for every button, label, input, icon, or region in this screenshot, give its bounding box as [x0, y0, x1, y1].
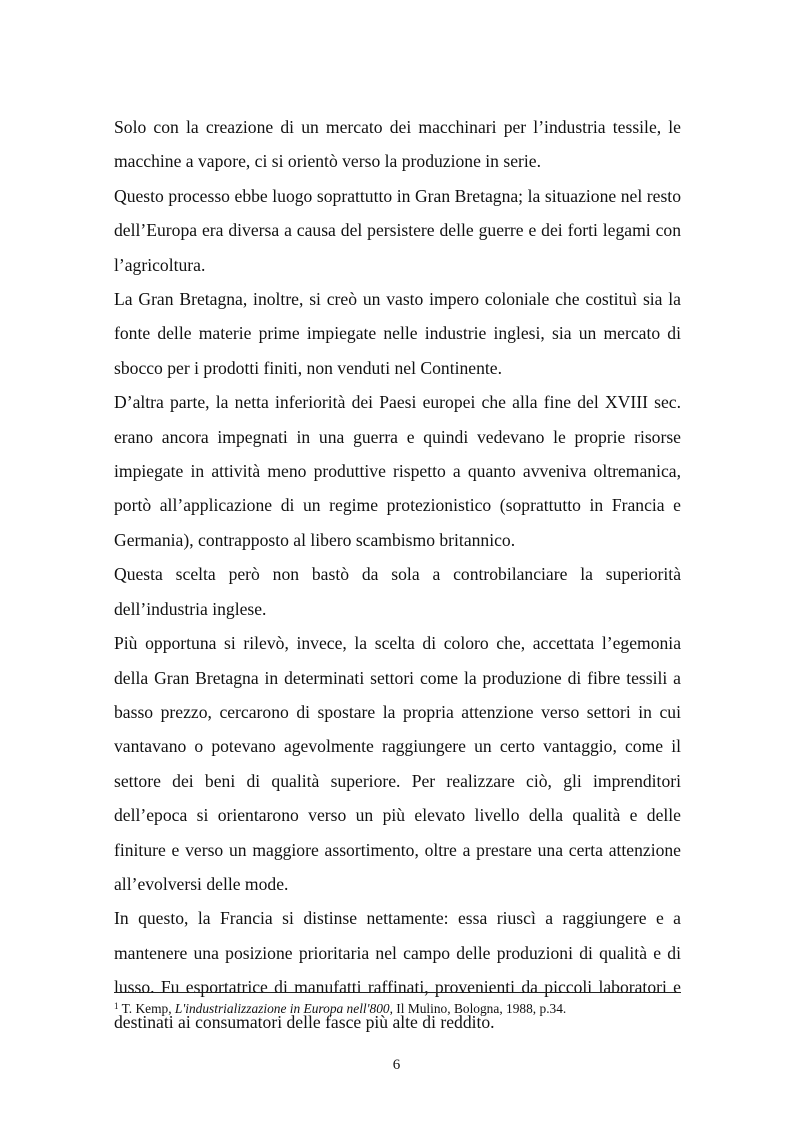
paragraph: Questa scelta però non bastò da sola a controbilanciare la superiorità dell’industria inglese.: [114, 564, 681, 619]
footnote-marker: 1: [114, 1001, 119, 1011]
paragraph: La Gran Bretagna, inoltre, si creò un vasto impero coloniale che costituì sia la fonte delle materie prime impiegate nelle industrie inglesi, sia un mercato di sbocco per i prodotti finiti, non venduti nel Continente.: [114, 289, 681, 378]
footnote-publication: , Il Mulino, Bologna, 1988, p.34.: [389, 1001, 567, 1016]
footnote: [114, 997, 681, 1018]
footnote-title: L'industrializzazione in Europa nell'800: [174, 1001, 390, 1016]
body-text: [114, 110, 681, 1039]
page-number: 6: [392, 1057, 401, 1073]
footnote-author: T. Kemp,: [121, 1001, 172, 1016]
paragraph: Solo con la creazione di un mercato dei macchinari per l’industria tessile, le macchine a vapore, ci si orientò verso la produzione in serie.: [114, 117, 681, 172]
paragraph: In questo, la Francia si distinse nettamente: essa riuscì a raggiungere e a mantenere una posizione prioritaria nel campo delle produzioni di qualità e di lusso. Fu esportatrice di manufatti raffinati, provenienti da piccoli laboratori e destinati ai consumatori delle fasce più alte di reddito.: [114, 908, 681, 1032]
paragraph: D’altra parte, la netta inferiorità dei Paesi europei che alla fine del XVIII sec. erano ancora impegnati in una guerra e quindi vedevano le proprie risorse impiegate in attività meno produttive rispetto a quanto avveniva oltremanica, portò all’applicazione di un regime protezionistico (soprattutto in Francia e Germania), contrapposto al libero scambismo britannico.: [114, 392, 681, 550]
footnote-divider: [114, 992, 681, 993]
paragraph: Questo processo ebbe luogo soprattutto in Gran Bretagna; la situazione nel resto dell’Europa era diversa a causa del persistere delle guerre e dei forti legami con l’agricoltura.: [114, 185, 681, 275]
paragraph: Più opportuna si rilevò, invece, la scelta di coloro che, accettata l’egemonia della Gran Bretagna in determinati settori come la produzione di fibre tessili a basso prezzo, cercarono di spostare la propria attenzione verso settori in cui vantavano o potevano agevolmente raggiungere un certo vantaggio, come il settore dei beni di qualità superiore. Per realizzare ciò, gli imprenditori dell’epoca si orientarono verso un più elevato livello della qualità e delle finiture e verso un maggiore assortimento, oltre a prestare una certa attenzione all’evolversi delle mode.: [114, 633, 681, 894]
